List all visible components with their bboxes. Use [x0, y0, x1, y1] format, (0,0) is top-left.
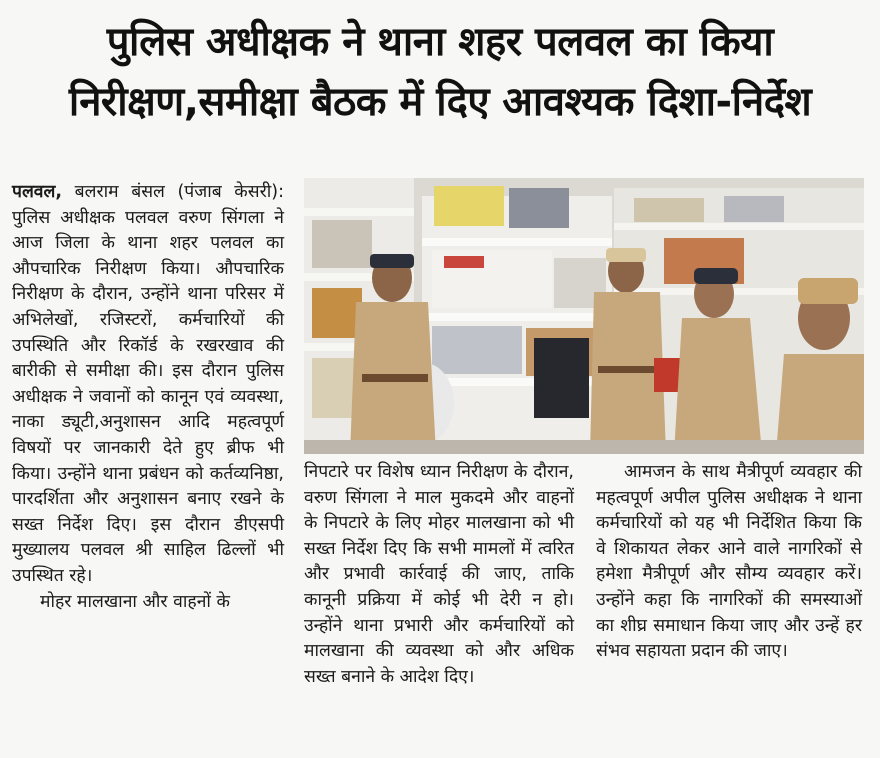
- article-column-3: [596, 460, 862, 665]
- dateline: पलवल,: [12, 182, 63, 202]
- article-text: बलराम बंसल (पंजाब केसरी): पुलिस अधीक्षक पलवल वरुण सिंगला ने आज जिला के थाना शहर पलवल का औपचारिक निरीक्षण किया। औपचारिक निरीक्षण के दौरान, उन्होंने थाना परिसर में अभिलेखों, रजिस्टरों, कर्मचारियों की उपस्थिति और रिकॉर्ड के रखरखाव की बारीकी से समीक्षा की। इस दौरान पुलिस अधीक्षक ने जवानों को कानून एवं व्यवस्था, नाका ड्यूटी,अनुशासन आदि महत्वपूर्ण विषयों पर जानकारी देते हुए ब्रीफ भी किया। उन्होंने थाना प्रबंधन को कर्तव्यनिष्ठा, पारदर्शिता और अनुशासन बनाए रखने के सख्त निर्देश दिए। इस दौरान डीएसपी मुख्यालय पलवल श्री साहिल ढिल्लों भी उपस्थित रहे।: [12, 182, 284, 586]
- article-column-2: [304, 460, 574, 690]
- subheading-paragraph: मोहर मालखाना और वाहनों के: [40, 591, 230, 612]
- article-paragraph: आमजन के साथ मैत्रीपूर्ण व्यवहार की महत्वपूर्ण अपील पुलिस अधीक्षक ने थाना कर्मचारियों को यह भी निर्देशित किया कि वे शिकायत लेकर आने वाले नागरिकों से हमेशा मैत्रीपूर्ण और सौम्य व्यवहार करें। उन्होंने कहा कि नागरिकों की समस्याओं का शीघ्र समाधान किया जाए और उन्हें हर संभव सहायता प्रदान की जाए।: [596, 462, 862, 662]
- article-paragraph: निपटारे पर विशेष ध्यान निरीक्षण के दौरान, वरुण सिंगला ने माल मुकदमे और वाहनों के निपटारे के लिए मोहर मालखाना को भी सख्त निर्देश दिए कि सभी मामलों में त्वरित और प्रभावी कार्रवाई की जाए, ताकि कानूनी प्रक्रिया में कोई भी देरी न हो। उन्होंने थाना प्रभारी और कर्मचारियों को मालखाना की व्यवस्था को और अधिक सख्त बनाने के आदेश दिए।: [304, 462, 574, 687]
- article-paragraph: [12, 180, 284, 590]
- headline-line-2: निरीक्षण,समीक्षा बैठक में दिए आवश्यक दिशा-निर्देश: [68, 79, 812, 125]
- headline: [0, 14, 880, 130]
- photo-illustration: [304, 178, 864, 454]
- headline-line-1: पुलिस अधीक्षक ने थाना शहर पलवल का किया: [106, 19, 774, 65]
- article-column-1: [12, 180, 284, 615]
- news-photo: [304, 178, 864, 454]
